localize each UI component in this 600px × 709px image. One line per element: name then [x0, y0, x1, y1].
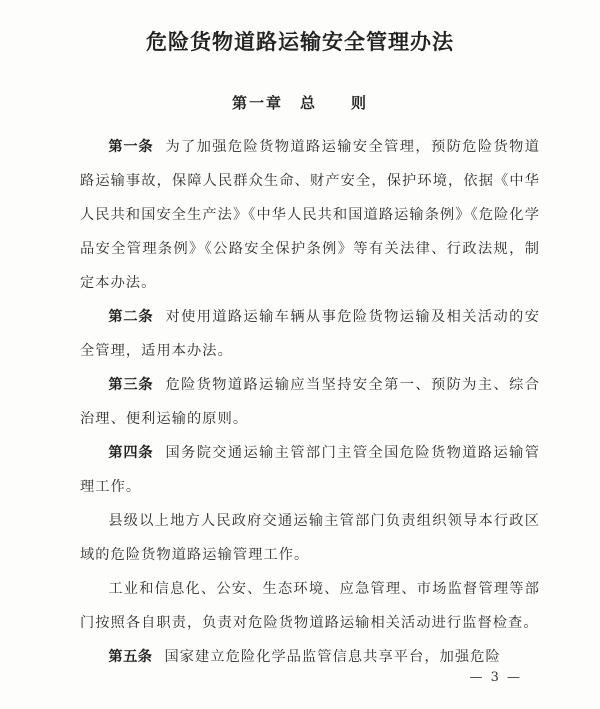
article-2: [80, 300, 540, 368]
article-text: 工业和信息化、公安、生态环境、应急管理、市场监督管理等部门按照各自职责，负责对危险货物道路运输相关活动进行监督检查。: [80, 581, 540, 631]
article-text: 国务院交通运输主管部门主管全国危险货物道路运输管理工作。: [80, 445, 540, 495]
article-5: [80, 640, 540, 674]
document-title: 危险货物道路运输安全管理办法: [146, 29, 454, 54]
page-number: — 3 —: [469, 670, 522, 685]
article-text: 危险货物道路运输应当坚持安全第一、预防为主、综合治理、便利运输的原则。: [80, 377, 540, 427]
article-4-clause-3: [80, 572, 540, 640]
article-label: 第一条: [108, 139, 154, 155]
document-body: [80, 130, 540, 674]
article-3: [80, 368, 540, 436]
article-label: 第四条: [108, 445, 154, 461]
article-label: 第五条: [108, 649, 153, 665]
chapter-heading: 第一章 总 则: [231, 94, 368, 112]
article-1: [80, 130, 540, 300]
article-text: 国家建立危险化学品监管信息共享平台，加强危险: [164, 649, 501, 665]
article-label: 第三条: [108, 377, 154, 393]
article-4-clause-2: [80, 504, 540, 572]
article-text: 为了加强危险货物道路运输安全管理，预防危险货物道路运输事故，保障人民群众生命、财产安全，保护环境，依据《中华人民共和国安全生产法》《中华人民共和国道路运输条例》《危险化学品安全管理条例》《公路安全保护条例》等有关法律、行政法规，制定本办法。: [80, 139, 540, 291]
article-label: 第二条: [108, 309, 154, 325]
article-4: [80, 436, 540, 504]
article-text: 县级以上地方人民政府交通运输主管部门负责组织领导本行政区域的危险货物道路运输管理工作。: [80, 513, 540, 563]
article-text: 对使用道路运输车辆从事危险货物运输及相关活动的安全管理，适用本办法。: [80, 309, 540, 359]
